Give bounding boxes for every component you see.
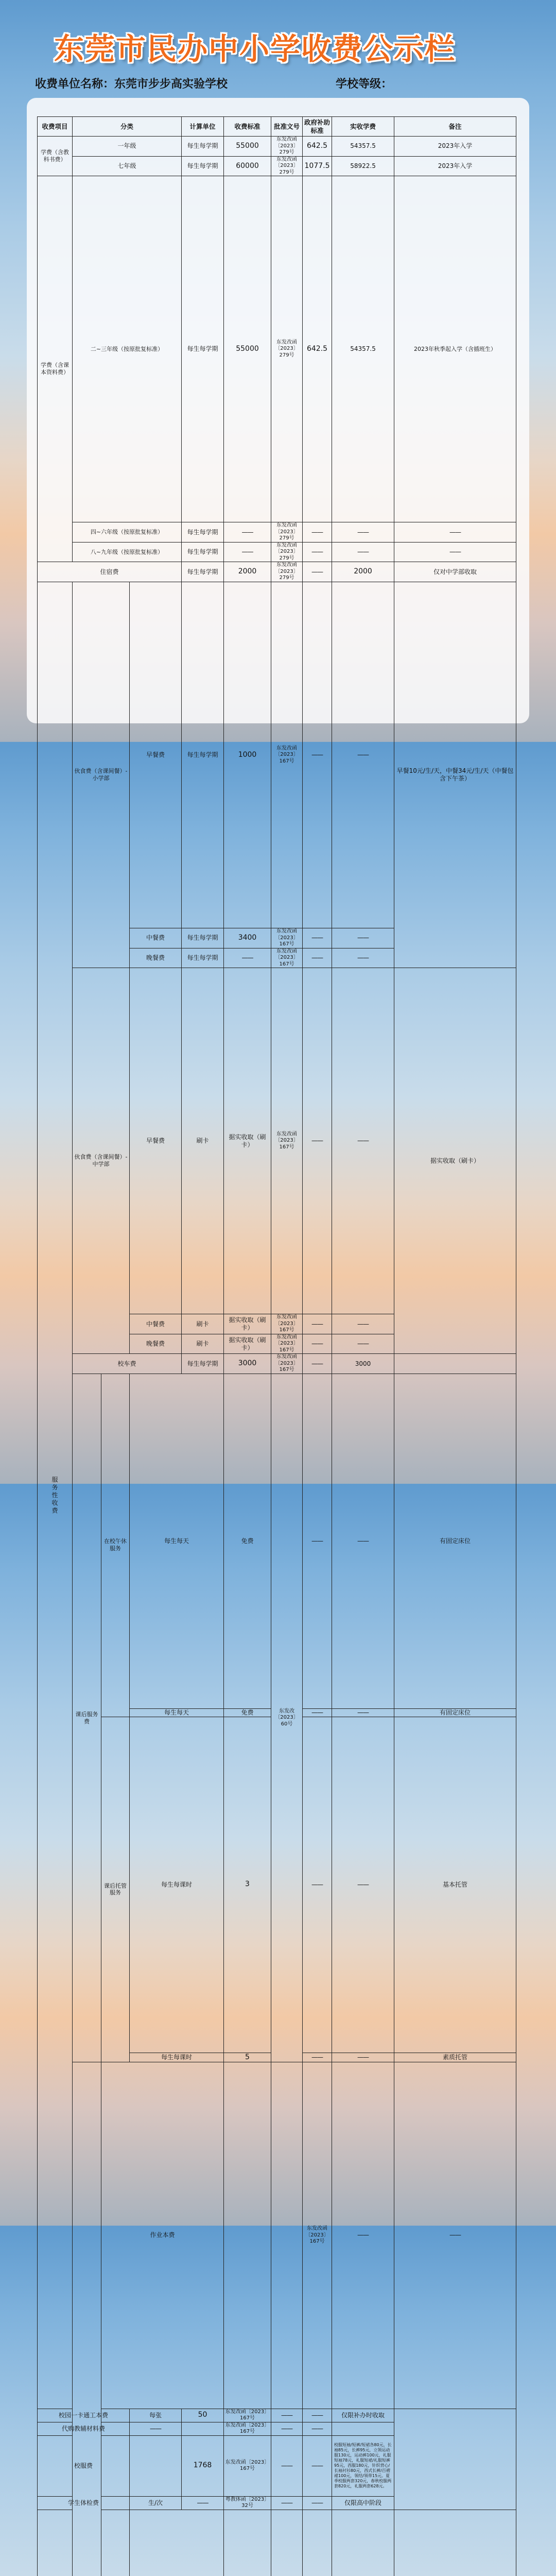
actual-cell: —— [332, 1334, 394, 1354]
subsidy-cell: —— [271, 2496, 303, 2510]
unit-cell [224, 2062, 271, 2409]
school-grade-label: 学校等级： [336, 78, 393, 91]
table-row [38, 2422, 516, 2435]
approval-cell: 东发改函〔2023〕279号 [271, 176, 303, 522]
remark-cell [394, 1354, 516, 1374]
table-row [38, 176, 516, 522]
unit-cell: 每生每学期 [182, 156, 224, 176]
fee-cell [182, 2422, 224, 2435]
actual-cell: 2000 [332, 562, 394, 582]
table-row [38, 2435, 516, 2496]
actual-cell: —— [332, 522, 394, 543]
actual-cell: —— [332, 1708, 394, 1717]
actual-cell: 54357.5 [332, 176, 394, 522]
header-row [38, 117, 516, 137]
header-remark: 备注 [394, 117, 516, 137]
unit-cell: 刷卡 [182, 1334, 224, 1354]
header-approval: 批准文号 [271, 117, 303, 137]
group-service-label: 服 务 性 收 费 [51, 1476, 58, 1514]
unit-cell: 每生每课时 [130, 1717, 224, 2053]
fee-cell: 1000 [224, 582, 271, 928]
after-school-cell: 课后服务费 [73, 1374, 101, 2062]
table-row [38, 1374, 516, 1708]
approval-cell: 东发改函〔2023〕279号 [271, 156, 303, 176]
table-row [38, 582, 516, 928]
subsidy-cell: —— [303, 928, 332, 948]
approval-cell: 东发改函〔2023〕279号 [271, 522, 303, 543]
unit-cell: 每生每天 [130, 1708, 224, 1717]
header-subsidy: 政府补助标准 [303, 117, 332, 137]
header-actual: 实收学费 [332, 117, 394, 137]
actual-cell: —— [332, 1314, 394, 1334]
table-row [38, 968, 516, 1314]
category-cell: 校园一卡通工本费 [38, 2409, 130, 2422]
approval-cell: 东发改函〔2023〕167号 [224, 2435, 271, 2496]
actual-cell: —— [332, 928, 394, 948]
approval-cell: 粤教体函〔2023〕32号 [224, 2496, 271, 2510]
subsidy-cell: 642.5 [303, 137, 332, 157]
fee-cell: —— [182, 2496, 224, 2510]
header-category: 分类 [73, 117, 182, 137]
actual-cell: —— [332, 1374, 394, 1708]
unit-cell: 每生每学期 [182, 176, 224, 522]
remark-cell: 2023年入学 [394, 156, 516, 176]
subsidy-cell: —— [303, 948, 332, 968]
subsidy-cell: 1077.5 [303, 156, 332, 176]
remark-cell: 素质托管 [394, 2053, 516, 2062]
actual-cell: 54357.5 [332, 137, 394, 157]
table-row [38, 542, 516, 562]
remark-cell: 仅对中学部收取 [394, 562, 516, 582]
table-row [38, 137, 516, 157]
fee-cell: 5 [224, 2053, 271, 2062]
meal-middle-cell: 伙食费（含课间餐）-中学部 [73, 968, 130, 1354]
remark-cell [332, 2422, 394, 2435]
unit-cell [130, 2510, 224, 2576]
category-cell: 中餐费 [130, 928, 182, 948]
table-row [38, 2510, 516, 2576]
subsidy-cell: —— [271, 2409, 303, 2422]
group-service [38, 582, 73, 2409]
fee-cell: 3400 [224, 928, 271, 948]
unit-cell: 刷卡 [182, 1314, 224, 1334]
unit-cell: 每生每天 [130, 1374, 224, 1708]
fee-cell: 免费 [224, 1708, 271, 1717]
unit-cell: 刷卡 [182, 968, 224, 1314]
remark-cell: 2023年入学 [394, 137, 516, 157]
subsidy-cell: —— [303, 522, 332, 543]
category-cell: 住宿费 [38, 562, 182, 582]
category-cell: 一年级 [73, 137, 182, 157]
actual-cell: 3000 [332, 1354, 394, 1374]
category-cell: 中餐费 [130, 1314, 182, 1334]
meal-primary-cell: 伙食费（含课间餐）-小学部 [73, 582, 130, 968]
remark-cell: 有固定床位 [394, 1374, 516, 1708]
approval-cell: 东发改函〔2023〕167号 [271, 928, 303, 948]
remark-cell: 仅限高中阶段 [332, 2496, 394, 2510]
subsidy-cell: —— [303, 1354, 332, 1374]
fee-cell: 55000 [224, 176, 271, 522]
approval-cell: 东发改函〔2023〕279号 [271, 542, 303, 562]
approval-cell: 东发改〔2023〕60号 [271, 1374, 303, 2062]
category-cell: 早餐费 [130, 968, 182, 1314]
subsidy-cell: —— [303, 542, 332, 562]
actual-cell [332, 2510, 394, 2576]
fee-table [37, 116, 516, 2576]
approval-cell: 东发改函〔2023〕167号 [224, 2409, 271, 2422]
subsidy-cell: 642.5 [303, 176, 332, 522]
noon-service-cell: 在校午休服务 [101, 1374, 130, 1717]
actual-cell: 58922.5 [332, 156, 394, 176]
unit-cell [130, 2435, 182, 2496]
approval-cell: 东发改函〔2023〕279号 [271, 562, 303, 582]
remark-cell: 校服短袖/短裤/短裙各80元，长袖85元，长裤95元，立领运动服130元，运动裤100元，礼服短袖78元，礼服短裙/礼服短裤95元，西服180元，针织背心/长袖衬衫80元，西式长裤/百褶裙100元，领结/领带15元。夏季校服两套320元，春秋校服两套820元，礼服两套628元。 [332, 2435, 394, 2496]
actual-cell: —— [332, 542, 394, 562]
fee-cell: 3 [224, 1717, 271, 2053]
category-cell: 二~三年级（按原批复标准） [73, 176, 182, 522]
category-cell: 七年级 [73, 156, 182, 176]
fee-cell: 据实收取（刷卡） [224, 1334, 271, 1354]
category-cell: 校服费 [38, 2435, 130, 2496]
category-cell: 作业本费 [101, 2062, 224, 2409]
category-cell: 校车费 [73, 1354, 182, 1374]
subsidy-cell: —— [303, 1708, 332, 1717]
page-title: 东莞市民办中小学收费公示栏 [54, 31, 456, 66]
category-cell: 早餐费 [130, 582, 182, 928]
unit-cell: 每生每学期 [182, 137, 224, 157]
header-item: 收费项目 [38, 117, 73, 137]
header-unit: 计算单位 [182, 117, 224, 137]
actual-cell: —— [303, 2496, 332, 2510]
unit-cell: 每生每学期 [182, 928, 224, 948]
category-cell: 四~六年级（按原批复标准） [73, 522, 182, 543]
actual-cell: —— [303, 2409, 332, 2422]
fee-cell [271, 2062, 303, 2409]
table-row [38, 2496, 516, 2510]
subsidy-cell: —— [303, 1314, 332, 1334]
unit-cell: 每生每学期 [182, 1354, 224, 1374]
subsidy-cell [303, 2510, 332, 2576]
unit-cell: 每生每课时 [130, 2053, 224, 2062]
category-cell: 晚餐费 [130, 948, 182, 968]
approval-cell: 东发改函〔2023〕167号 [271, 968, 303, 1314]
remark-cell: —— [394, 542, 516, 562]
unit-cell: 每生每学期 [182, 562, 224, 582]
remark-cell: 仅限补办时收取 [332, 2409, 394, 2422]
unit-cell: —— [130, 2422, 182, 2435]
approval-cell: 东发改函〔2023〕167号 [303, 2062, 332, 2409]
table-row [38, 1354, 516, 1374]
fee-cell [224, 2510, 271, 2576]
table-row [38, 156, 516, 176]
fee-cell: —— [224, 948, 271, 968]
noon-service-cell [101, 2510, 130, 2576]
unit-cell: 每生每学期 [182, 522, 224, 543]
actual-cell: —— [332, 582, 394, 928]
actual-cell: —— [332, 2053, 394, 2062]
subsidy-cell: —— [303, 582, 332, 928]
actual-cell: —— [332, 1717, 394, 2053]
subsidy-cell: —— [271, 2435, 303, 2496]
table-row [38, 522, 516, 543]
fee-cell: —— [224, 522, 271, 543]
approval-cell: 东发改函〔2023〕167号 [224, 2422, 271, 2435]
header-standard: 收费标准 [224, 117, 271, 137]
fee-cell: 据实收取（刷卡） [224, 968, 271, 1314]
subsidy-cell: —— [332, 2062, 394, 2409]
subsidy-cell: —— [303, 562, 332, 582]
table-row [38, 562, 516, 582]
remark-cell: 早餐10元/生/天，中餐34元/生/天（中餐包含下午茶） [394, 582, 516, 968]
unit-cell: 每生每学期 [182, 582, 224, 928]
approval-cell: 东发改函〔2023〕167号 [271, 1314, 303, 1334]
care-service-cell: 课后托管服务 [101, 1717, 130, 2062]
approval-cell: 东发改函〔2023〕167号 [271, 1354, 303, 1374]
category-cell: 学生体检费 [38, 2496, 130, 2510]
after-school-cell [38, 2510, 73, 2576]
actual-cell: —— [332, 968, 394, 1314]
table-row [38, 2062, 516, 2409]
group-tuition-materials: 学费（含课本资料费） [38, 176, 73, 562]
approval-cell: 东发改函〔2023〕167号 [271, 1334, 303, 1354]
approval-cell: 东发改函〔2023〕279号 [271, 137, 303, 157]
actual-cell: —— [303, 2422, 332, 2435]
remark-cell: 2023年秋季起入学（含插班生） [394, 176, 516, 522]
actual-cell: —— [332, 948, 394, 968]
category-cell: 晚餐费 [130, 1334, 182, 1354]
subsidy-cell: —— [303, 1334, 332, 1354]
subsidy-cell: —— [303, 968, 332, 1314]
remark-cell [394, 2510, 516, 2576]
subsidy-cell: —— [271, 2422, 303, 2435]
fee-cell: 50 [182, 2409, 224, 2422]
fee-cell: —— [224, 542, 271, 562]
fee-cell: 据实收取（刷卡） [224, 1314, 271, 1334]
fee-cell: 60000 [224, 156, 271, 176]
remark-cell: —— [394, 522, 516, 543]
category-cell: 代购教辅材料费 [38, 2422, 130, 2435]
remark-cell: 据实收取（刷卡） [394, 968, 516, 1354]
category-cell: 八~九年级（按原批复标准） [73, 542, 182, 562]
subsidy-cell: —— [303, 1717, 332, 2053]
fee-cell: 55000 [224, 137, 271, 157]
unit-cell: 每生每学期 [182, 948, 224, 968]
subsidy-cell: —— [303, 1374, 332, 1708]
remark-cell: 基本托管 [394, 1717, 516, 2053]
fee-cell: 2000 [224, 562, 271, 582]
group-tuition-textbook: 学费（含教科书费） [38, 137, 73, 176]
approval-cell: 东发改函〔2023〕167号 [271, 582, 303, 928]
remark-cell: 有固定床位 [394, 1708, 516, 1717]
unit-cell: 每生每学期 [182, 542, 224, 562]
actual-cell: —— [394, 2062, 516, 2409]
subsidy-cell: —— [303, 2053, 332, 2062]
fee-unit-name: 收费单位名称：东莞市步步高实验学校 [35, 78, 228, 91]
approval-cell [271, 2510, 303, 2576]
fee-cell: 3000 [224, 1354, 271, 1374]
actual-cell: —— [303, 2435, 332, 2496]
unit-cell: 生/次 [130, 2496, 182, 2510]
approval-cell: 东发改函〔2023〕167号 [271, 948, 303, 968]
fee-cell: 1768 [182, 2435, 224, 2496]
fee-cell: 免费 [224, 1374, 271, 1708]
unit-cell: 每张 [130, 2409, 182, 2422]
table-row [38, 2409, 516, 2422]
